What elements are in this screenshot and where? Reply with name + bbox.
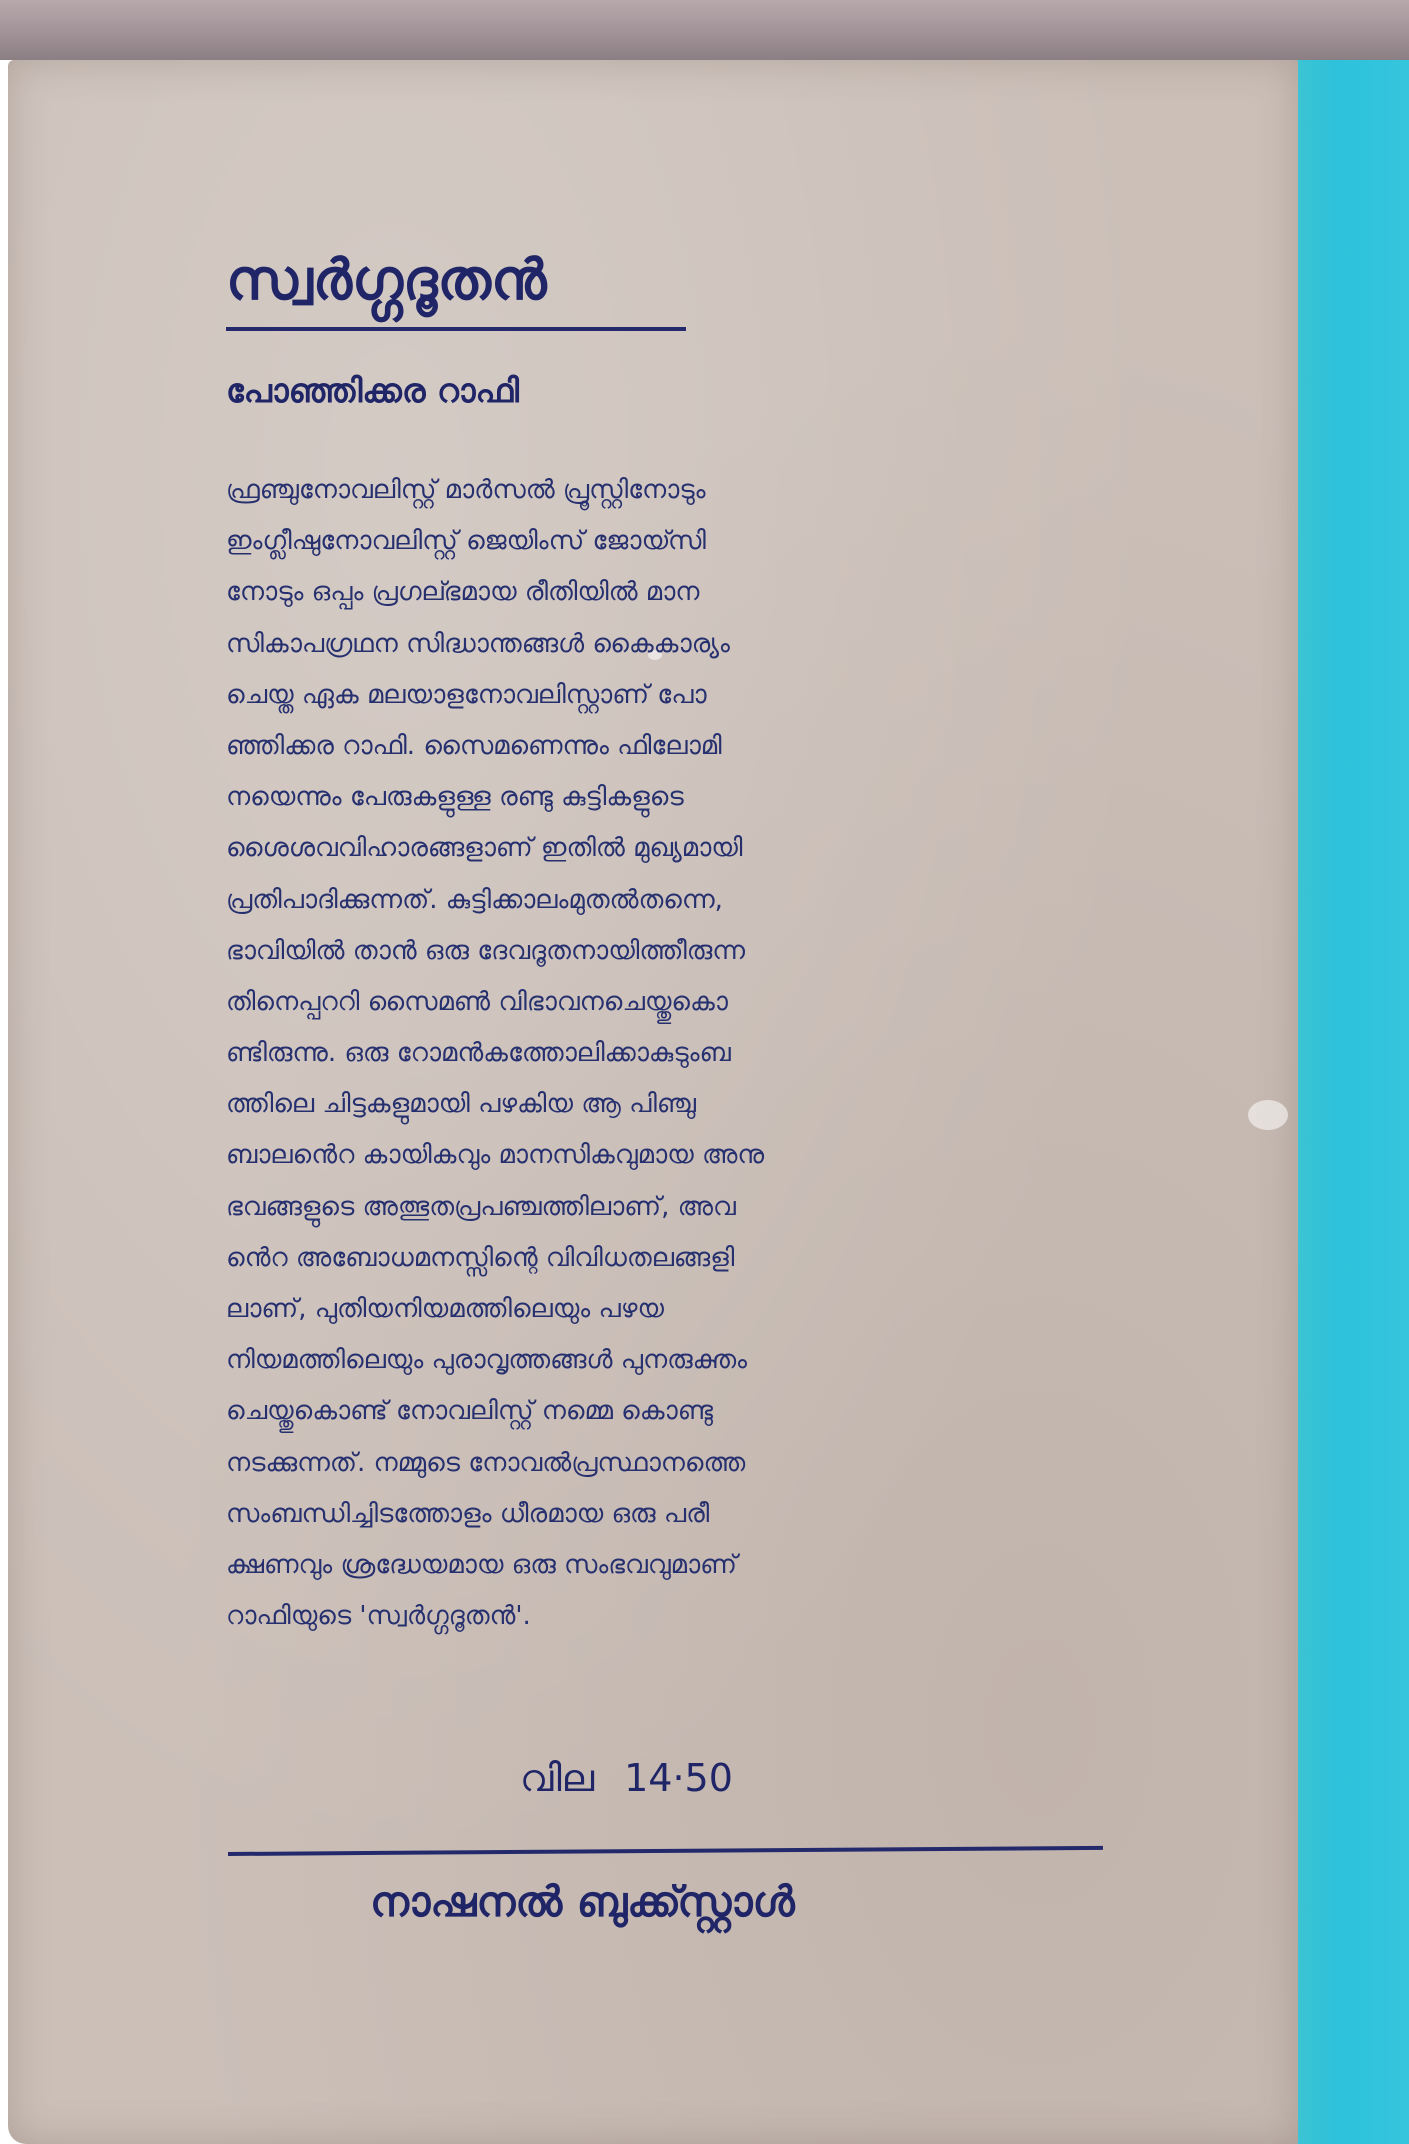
blurb-line: ഇംഗ്ലീഷുനോവലിസ്റ്റ് ജെയിംസ് ജോയ്സി	[226, 526, 706, 557]
blurb-line: ഫ്രഞ്ചുനോവലിസ്റ്റ് മാർസൽ പ്രൂസ്റ്റിനോടും	[226, 475, 706, 505]
paper-scuff	[1248, 1100, 1288, 1130]
price-value: 14·50	[624, 1756, 733, 1800]
blurb-line: ഭാവിയിൽ താൻ ഒരു ദേവദൂതനായിത്തീരുന്ന	[226, 935, 746, 966]
blurb-line: ക്ഷണവും ശ്രദ്ധേയമായ ഒരു സംഭവവുമാണ്	[226, 1549, 737, 1580]
blurb-line: നോടും ഒപ്പം പ്രഗല്ഭമായ രീതിയിൽ മാന	[226, 577, 700, 608]
blurb-line: ശൈശവവിഹാരങ്ങളാണ് ഇതിൽ മുഖ്യമായി	[226, 833, 743, 864]
blurb-line: ചെയ്തുകൊണ്ട് നോവലിസ്റ്റ് നമ്മെ കൊണ്ടു	[226, 1396, 713, 1427]
price-label: വില	[520, 1756, 595, 1800]
blurb-line: റാഫിയുടെ 'സ്വർഗ്ഗദൂതൻ'.	[226, 1601, 531, 1632]
blurb-line: നടക്കുന്നത്. നമ്മുടെ നോവൽപ്രസ്ഥാനത്തെ	[226, 1447, 746, 1478]
blurb-line: ലാണ്, പുതിയനിയമത്തിലെയും പഴയ	[226, 1294, 664, 1324]
book-title: സ്വർഗ്ഗദൂതൻ	[226, 248, 547, 313]
publisher-name: നാഷനൽ ബുക്ക്സ്റ്റാൾ	[370, 1877, 795, 1926]
book-author: പോഞ്ഞിക്കര റാഫി	[226, 371, 520, 410]
blurb-text	[226, 465, 1126, 1642]
blurb-line: സികാപഗ്രഥന സിദ്ധാന്തങ്ങൾ കൈകാര്യം	[226, 628, 730, 659]
blurb-line: ഞ്ഞിക്കര റാഫി. സൈമണെന്നും ഫിലോമി	[226, 730, 722, 761]
blurb-line: ണ്ടിരുന്നു. ഒരു റോമൻകത്തോലിക്കാകുടുംബ	[226, 1038, 731, 1069]
blurb-line: തിനെപ്പററി സൈമൺ വിഭാവനചെയ്തുകൊ	[226, 986, 728, 1017]
blurb-line: ചെയ്ത ഏക മലയാളനോവലിസ്റ്റാണ് പോ	[226, 679, 707, 710]
blurb-line: നിയമത്തിലെയും പുരാവൃത്തങ്ങൾ പുനരുക്തം	[226, 1345, 748, 1376]
price	[520, 1752, 733, 1804]
book-spine-edge	[1290, 60, 1409, 2144]
blurb-line: സംബന്ധിച്ചിടത്തോളം ധീരമായ ഒരു പരീ	[226, 1498, 710, 1529]
scan-top-strip	[0, 0, 1409, 60]
blurb-line: നയെന്നും പേരുകളുള്ള രണ്ടു കുട്ടികളുടെ	[226, 782, 684, 813]
blurb-line: ബാലൻെറ കായികവും മാനസികവുമായ അനു	[226, 1140, 765, 1171]
blurb-line: ൻെറ അബോധമനസ്സിന്റെ വിവിധതലങ്ങളി	[226, 1242, 735, 1273]
blurb-line: പ്രതിപാദിക്കുന്നത്. കുട്ടിക്കാലംമുതൽതന്നെ,	[226, 884, 723, 915]
title-underline	[226, 327, 686, 331]
blurb-line: ഭവങ്ങളുടെ അത്ഭുതപ്രപഞ്ചത്തിലാണ്, അവ	[226, 1191, 736, 1222]
blurb-line: ത്തിലെ ചിട്ടകളുമായി പഴകിയ ആ പിഞ്ചു	[226, 1089, 697, 1120]
